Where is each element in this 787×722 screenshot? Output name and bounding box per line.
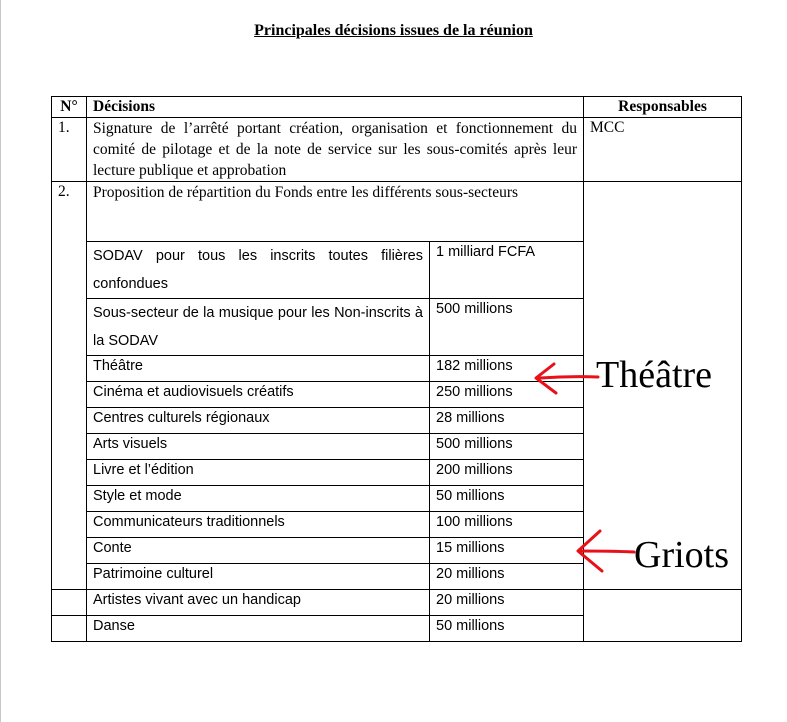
item-label: Conte [87,538,430,564]
item-label: Style et mode [87,486,430,512]
header-num: N° [52,97,87,118]
item-amount: 50 millions [430,616,584,642]
item-amount: 50 millions [430,486,584,512]
row2-num: 2. [52,182,87,590]
item-amount: 28 millions [430,408,584,434]
item-amount: 1 milliard FCFA [430,242,584,299]
row2-intro: Proposition de répartition du Fonds entre les différents sous-secteurs [87,182,584,242]
page-title: Principales décisions issues de la réunion [254,22,533,39]
item-label: Centres culturels régionaux [87,408,430,434]
row1-decision: Signature de l’arrêté portant création, organisation et fonctionnement du comité de pilotage et de la note de service sur les sous-comités après leur lecture publique et approbation [87,118,584,182]
row1-num: 1. [52,118,87,182]
item-amount: 20 millions [430,590,584,616]
item-label: Communicateurs traditionnels [87,512,430,538]
header-decisions: Décisions [87,97,584,118]
item-label: Sous-secteur de la musique pour les Non-inscrits à la SODAV [87,299,430,356]
item-label: Théâtre [87,356,430,382]
griots-annotation-label: Griots [634,534,729,576]
item-label: Arts visuels [87,434,430,460]
theatre-arrow-icon [530,360,600,396]
page-border [0,0,1,722]
item-amount: 15 millions [430,538,584,564]
empty-num-cell [52,616,87,642]
item-label: Danse [87,616,430,642]
item-label: Livre et l’édition [87,460,430,486]
theatre-annotation-label: Théâtre [596,354,713,396]
item-amount: 100 millions [430,512,584,538]
table-row-2-intro [52,182,742,242]
table-header-row [52,97,742,118]
row1-responsable: MCC [584,118,742,182]
item-label: Cinéma et audiovisuels créatifs [87,382,430,408]
table-row-extra [52,590,742,616]
empty-responsable-cell [584,590,742,642]
item-label: Patrimoine culturel [87,564,430,590]
item-amount: 182 millions [430,356,584,382]
griots-arrow-icon [572,527,636,573]
item-amount: 20 millions [430,564,584,590]
table-row-1 [52,118,742,182]
item-label: SODAV pour tous les inscrits toutes filières confondues [87,242,430,299]
item-amount: 500 millions [430,299,584,356]
empty-num-cell [52,590,87,616]
item-amount: 500 millions [430,434,584,460]
header-responsables: Responsables [584,97,742,118]
item-label: Artistes vivant avec un handicap [87,590,430,616]
item-amount: 250 millions [430,382,584,408]
item-amount: 200 millions [430,460,584,486]
